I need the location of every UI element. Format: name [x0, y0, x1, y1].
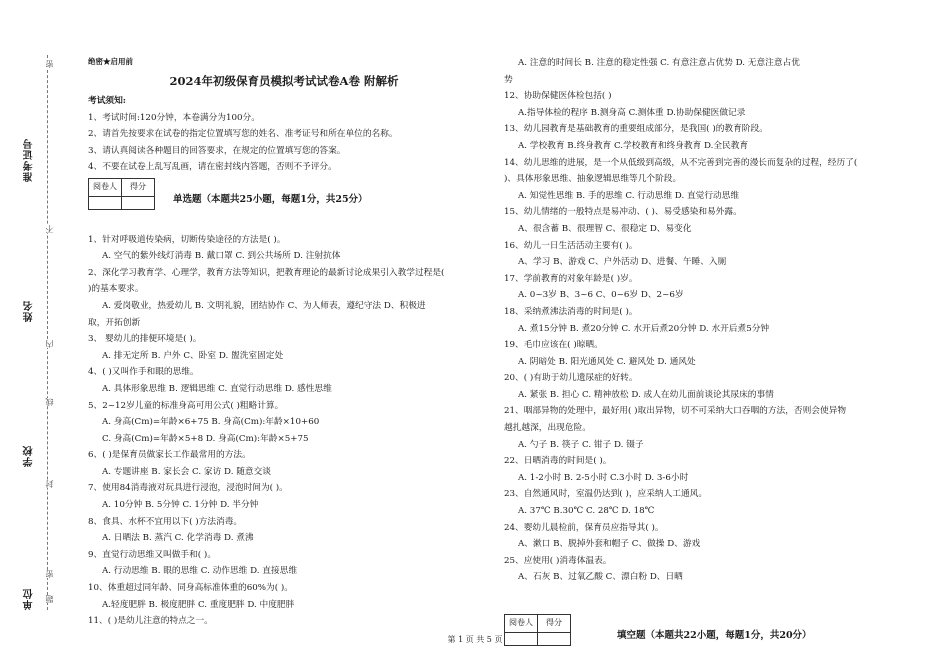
answer-options: A. 排无定所 B. 户外 C、卧室 D. 盥洗室固定处 — [102, 350, 284, 361]
question-text: 23、自然通风时，室温仍达到( )，应采纳人工通风。 — [504, 489, 708, 500]
answer-options: A. 10分钟 B. 5分钟 C. 1分钟 D. 半分钟 — [102, 500, 259, 511]
question-text: )的基本要求。 — [88, 284, 144, 295]
question-text: 17、学前教育的对象年龄是( )岁。 — [504, 273, 638, 284]
answer-options: A. 具体形象思维 B. 逻辑思维 C. 直觉行动思维 D. 感性思维 — [102, 383, 332, 394]
school-label: 学校 — [24, 445, 35, 467]
section-title: 填空题（本题共22小题，每题1分，共20分） — [617, 630, 812, 641]
notice-item: 1、考试时间:120分钟，本卷满分为100分。 — [88, 112, 260, 123]
answer-options: A. 专题讲座 B. 家长会 C. 家访 D. 随意交谈 — [102, 466, 271, 477]
answer-options: A. 1-2小时 B. 2-5小时 C.3小时 D. 3-6小时 — [518, 472, 689, 483]
question-text: 4、( )又叫作手和眼的思维。 — [88, 367, 199, 378]
answer-options: A. 紧张 B. 担心 C. 精神放松 D. 成人在幼儿面前谈论其尿床的事情 — [518, 389, 774, 400]
answer-options: A. 注意的时间长 B. 注意的稳定性强 C. 有意注意占优势 D. 无意注意占优 — [518, 58, 800, 68]
notice-heading: 考试须知: — [88, 96, 126, 106]
question-list — [88, 232, 488, 630]
question-text: 12、协助保健医体检包括( ) — [504, 91, 612, 102]
answer-options: A. 煮15分钟 B. 煮20分钟 C. 水开后煮20分钟 D. 水开后煮5分钟 — [518, 323, 770, 334]
seal-char: 密 — [45, 60, 54, 68]
answer-options: A、石灰 B、过氧乙酸 C、漂白粉 D、日晒 — [518, 572, 683, 583]
question-text: 11、( )是幼儿注意的特点之一。 — [88, 616, 213, 627]
section-header — [88, 178, 488, 210]
question-text: 10、体重超过同年龄、同身高标准体重的60%为( )。 — [88, 583, 293, 594]
seal-char: 密 — [45, 570, 54, 578]
answer-options: A. 日晒法 B. 蒸汽 C. 化学消毒 D. 煮沸 — [102, 533, 254, 544]
answer-options: A. 37℃ B.30℃ C. 28℃ D. 18℃ — [518, 506, 655, 517]
question-text: 14、幼儿思维的进展，是一个从低级到高级，从不完善到完善的漫长而复杂的过程，经历了( — [504, 157, 858, 168]
question-text: 2、深化学习教育学、心理学，教育方法等知识，把教育理论的最新讨论成果引入教学过程是( — [88, 267, 445, 278]
notice-item: 3、请认真阅读各种题目的回答要求，在规定的位置填写您的答案。 — [88, 145, 346, 156]
reviewer-blank[interactable] — [89, 196, 122, 209]
answer-options: A. 0~3岁 B、3~6 C、0~6岁 D、2~6岁 — [518, 290, 684, 301]
answer-options: A. 行动思维 B. 眼的思维 C. 动作思维 D. 直接思维 — [102, 566, 298, 577]
section-title: 单选题（本题共25小题，每题1分，共25分） — [173, 193, 368, 205]
seal-char: 封 — [45, 480, 54, 488]
answer-options: A. 阴暗处 B. 阳光通风处 C. 避风处 D. 通风处 — [518, 356, 696, 367]
question-text: 22、日晒消毒的时间是( )。 — [504, 456, 612, 467]
question-text: 16、幼儿一日生活活动主要有( )。 — [504, 240, 638, 251]
question-text: 1、针对呼吸道传染病，切断传染途径的方法是( )。 — [88, 234, 286, 245]
reviewer-cell: 阅卷人 — [89, 178, 122, 196]
question-text: 8、食具、水杯不宜用以下( )方法消毒。 — [88, 516, 243, 527]
seal-char: 题 — [45, 595, 54, 603]
admission-number-label: 准考证号 — [24, 138, 35, 182]
question-text: 15、幼儿情绪的一般特点是易冲动、( )、易受感染和易外露。 — [504, 207, 742, 218]
seal-char: 内 — [45, 340, 54, 348]
notice-item: 4、不要在试卷上乱写乱画，请在密封线内答题，否则不予评分。 — [88, 162, 337, 173]
score-blank[interactable] — [122, 196, 155, 209]
answer-options: C. 身高(Cm)=年龄×5+8 D. 身高(Cm):年龄×5+75 — [102, 433, 309, 444]
answer-options: A、学习 B、游戏 C、户外活动 D、进餐、午睡、入厕 — [518, 257, 727, 268]
unit-label: 单位 — [24, 588, 35, 610]
question-text: 24、婴幼儿晨检前，保育员应指导其( )。 — [504, 522, 664, 533]
question-text: 越扎越深，出现危险。 — [504, 423, 591, 434]
score-cell: 得分 — [538, 615, 571, 633]
binding-margin — [0, 0, 60, 671]
question-text: 6、( )是保育员做家长工作最常用的方法。 — [88, 450, 251, 461]
question-text: 5、2~12岁儿童的标准身高可用公式( )粗略计算。 — [88, 400, 284, 411]
answer-options: A.轻度肥胖 B. 极度肥胖 C. 重度肥胖 D. 中度肥胖 — [102, 599, 295, 610]
score-cell: 得分 — [122, 178, 155, 196]
secret-mark: 绝密★启用前 — [88, 57, 133, 66]
answer-options: A. 爱岗敬业，热爱幼儿 B. 文明礼貌，团结协作 C、为人师表，遵纪守法 D、积极进 — [102, 300, 426, 311]
seal-line — [47, 55, 48, 610]
score-table — [88, 178, 155, 210]
answer-options: A. 学校教育 B.终身教育 C.学校教育和终身教育 D.全民教育 — [518, 140, 749, 151]
answer-options: A. 知觉性思维 B. 手的思维 C. 行动思维 D. 直觉行动思维 — [518, 190, 740, 201]
question-text: 取，开拓创新 — [88, 317, 141, 328]
page-footer: 第 1 页 共 5 页 — [447, 635, 503, 644]
question-text: 19、毛巾应该在( )晾晒。 — [504, 340, 603, 351]
question-text: 7、使用84消毒液对玩具进行浸泡，浸泡时间为( )。 — [88, 483, 288, 494]
question-text: 9、直觉行动思维又叫做手和( )。 — [88, 549, 217, 560]
reviewer-cell: 阅卷人 — [505, 615, 538, 633]
answer-options: A、漱口 B、脱掉外套和帽子 C、做操 D、游戏 — [518, 539, 701, 550]
seal-char: 不 — [45, 225, 54, 233]
question-text: 21、咽部异物的处理中，最好用( )取出异物，切不可采纳大口吞咽的方法，否则会使异物 — [504, 406, 847, 417]
page-title: 2024年初级保育员模拟考试试卷A卷 附解析 — [169, 74, 399, 88]
question-text: 势 — [504, 74, 513, 85]
left-column — [88, 55, 488, 630]
seal-char: 线 — [45, 398, 54, 406]
question-list — [504, 55, 904, 586]
answer-options: A. 勺子 B. 筷子 C. 钳子 D. 镊子 — [518, 439, 644, 450]
question-text: 18、采纳煮沸法消毒的时间是( )。 — [504, 306, 638, 317]
question-text: 13、幼儿园教育是基础教育的重要组成部分，是我国( )的教育阶段。 — [504, 124, 768, 135]
answer-options: A.指导体检的程序 B.测身高 C.测体重 D.协助保健医做记录 — [518, 107, 746, 118]
question-text: 20、( )有助于幼儿遗尿症的好转。 — [504, 373, 638, 384]
answer-options: A. 身高(Cm)=年龄×6+75 B. 身高(Cm):年龄×10+60 — [102, 417, 320, 428]
question-text: 25、应使用( )消毒体温表。 — [504, 555, 612, 566]
name-label: 姓名 — [24, 300, 35, 322]
answer-options: A、很含蓄 B、很理智 C、很稳定 D、易变化 — [518, 223, 692, 234]
answer-options: A. 空气的紫外线灯消毒 B. 戴口罩 C. 到公共场所 D. 注射抗体 — [102, 251, 341, 262]
question-text: 3、 婴幼儿的排便环境是( )。 — [88, 334, 202, 345]
question-text: )、具体形象思维、抽象逻辑思维等几个阶段。 — [504, 174, 682, 185]
right-column — [504, 55, 904, 652]
notice-item: 2、请首先按要求在试卷的指定位置填写您的姓名、准考证号和所在单位的名称。 — [88, 129, 398, 140]
